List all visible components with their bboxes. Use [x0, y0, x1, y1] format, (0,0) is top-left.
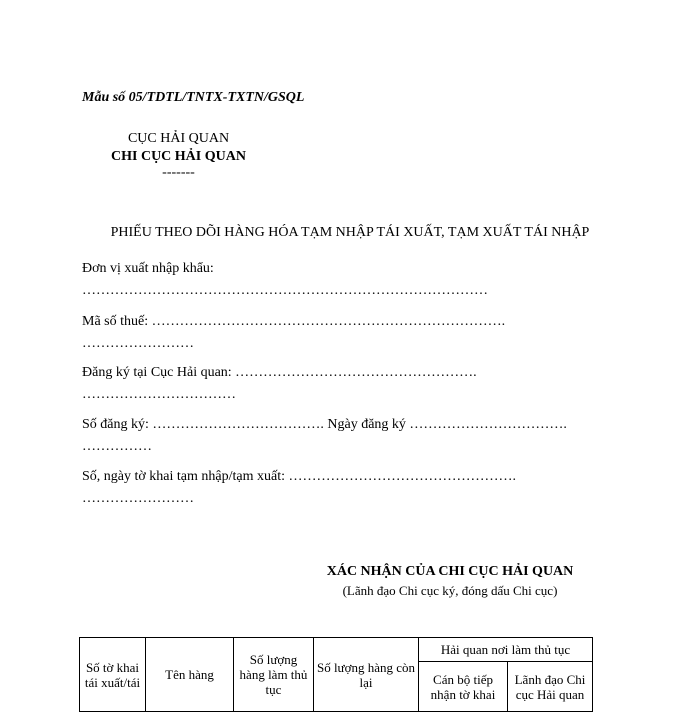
- col-receiving-officer: Cán bộ tiếp nhận tờ khai: [419, 662, 508, 712]
- field-registration: [82, 362, 477, 406]
- field-tax-line-2: ……………………: [82, 336, 194, 351]
- form-code: Mẫu số 05/TDTL/TNTX-TXTN/GSQL: [82, 90, 305, 105]
- col-declaration-number: Số tờ khai tái xuất/tái: [80, 638, 146, 712]
- agency-line-2: CHI CỤC HẢI QUAN: [111, 149, 246, 164]
- confirmation-block: [310, 562, 590, 600]
- field-unit: [82, 258, 488, 302]
- col-customs-leader: Lãnh đạo Chi cục Hải quan: [508, 662, 593, 712]
- field-reg-line-2: ……………………………: [82, 387, 236, 402]
- field-regno-line-1: Số đăng ký: ………………………………. Ngày đăng ký …………………………….: [82, 417, 567, 432]
- agency-line-1: CỤC HẢI QUAN: [127, 131, 230, 146]
- field-unit-label: Đơn vị xuất nhập khẩu:: [82, 261, 214, 276]
- field-reg-line-1: Đăng ký tại Cục Hải quan: …………………………………………….: [82, 365, 477, 380]
- agency-separator: -------: [162, 165, 195, 180]
- field-decl-line-2: ……………………: [82, 491, 194, 506]
- col-goods-name: Tên hàng: [146, 638, 234, 712]
- field-tax-code: [82, 311, 505, 355]
- field-declaration: [82, 466, 516, 510]
- confirmation-note: (Lãnh đạo Chi cục ký, đóng dấu Chi cục): [342, 583, 558, 598]
- col-quantity-processed: Số lượng hàng làm thủ tục: [234, 638, 314, 712]
- field-regno-line-2: ……………: [82, 439, 152, 454]
- tracking-table: [79, 637, 593, 712]
- field-unit-dots: ……………………………………………………………………………: [82, 283, 488, 298]
- document-title: PHIẾU THEO DÕI HÀNG HÓA TẠM NHẬP TÁI XUẤT, TẠM XUẤT TÁI NHẬP: [110, 225, 590, 240]
- field-registration-number: [82, 414, 567, 458]
- confirmation-title: XÁC NHẬN CỦA CHI CỤC HẢI QUAN: [326, 564, 574, 579]
- field-decl-line-1: Số, ngày tờ khai tạm nhập/tạm xuất: ………………………………………….: [82, 469, 516, 484]
- col-quantity-remaining: Số lượng hàng còn lại: [314, 638, 419, 712]
- field-tax-line-1: Mã số thuế: ………………………………………………………………….: [82, 314, 506, 329]
- col-group-customs-office: Hải quan nơi làm thủ tục: [419, 638, 593, 662]
- agency-header: [106, 130, 251, 180]
